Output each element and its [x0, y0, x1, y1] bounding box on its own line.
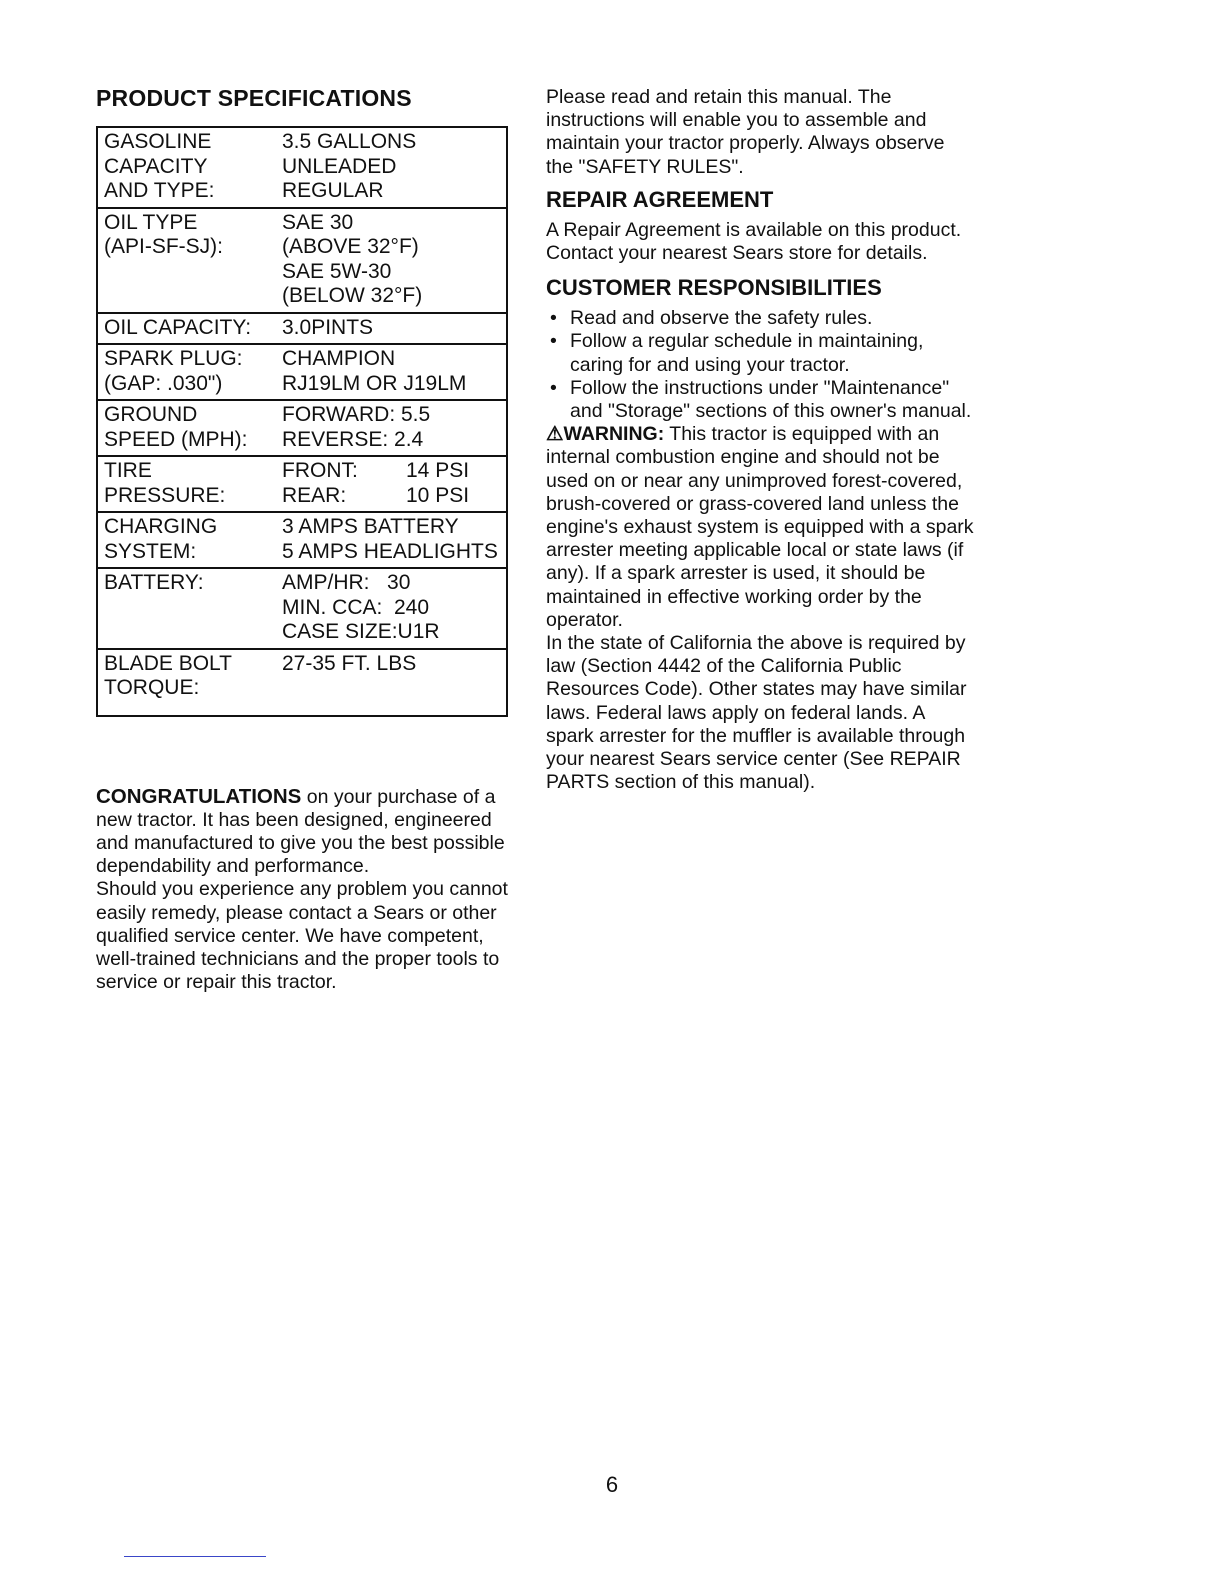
spec-label: GASOLINE CAPACITY AND TYPE: — [104, 130, 215, 202]
right-column — [546, 86, 976, 794]
warning-paragraph: ⚠WARNING: This tractor is equipped with an internal combustion engine and should not be used on or near any unimproved forest-covered, brush-covered or grass-covered land unless the engine's exhaust system is equipped with a spark arrester meeting applicable local or state laws (if any). If a spark arrester is used, it should be maintained in effective working order by the operator. — [546, 423, 974, 631]
list-item: • Follow a regular schedule in maintaining, caring for and using your tractor. — [546, 330, 976, 376]
spec-label: OIL TYPE (API-SF-SJ): — [104, 210, 223, 258]
spec-label: SPARK PLUG: (GAP: .030") — [104, 347, 243, 395]
spec-value: FRONT: 14 PSI REAR: 10 PSI — [282, 459, 470, 507]
spec-value: FORWARD: 5.5 REVERSE: 2.4 — [282, 403, 431, 451]
congratulations-paragraph: CONGRATULATIONS on your purchase of a new tractor. It has been designed, engineered and manufactured to give you the best possible dependability and performance. — [96, 784, 505, 878]
intro-paragraph: Please read and retain this manual. The instructions will enable you to assemble and maintain your tractor properly. Always observe the "SAFETY RULES". — [546, 86, 945, 178]
warning-icon: ⚠ — [546, 423, 564, 446]
left-column — [96, 84, 510, 994]
spec-value: CHAMPION RJ19LM OR J19LM — [282, 347, 467, 395]
spec-label: CHARGING SYSTEM: — [104, 515, 218, 563]
service-paragraph: Should you experience any problem you cannot easily remedy, please contact a Sears or other qualified service center. We have competent, well-trained technicians and the proper tools to service or repair this tractor. — [96, 878, 508, 994]
table-row — [97, 127, 507, 208]
spec-value: SAE 30 (ABOVE 32°F) SAE 5W-30 (BELOW 32°F) — [282, 210, 423, 307]
spec-label: OIL CAPACITY: — [104, 315, 252, 339]
table-row — [97, 512, 507, 568]
list-item: • Follow the instructions under "Maintenance" and "Storage" sections of this owner's manual. — [546, 377, 976, 423]
spec-label: BLADE BOLT TORQUE: — [104, 651, 232, 699]
responsibilities-list — [546, 307, 976, 423]
california-paragraph: In the state of California the above is required by law (Section 4442 of the California Public Resources Code). Other states may have similar laws. Federal laws apply on federal lands. A spark arrester for the muffler is available through your nearest Sears service center (See REPAIR PARTS section of this manual). — [546, 632, 967, 794]
table-row — [97, 456, 507, 512]
list-item: • Read and observe the safety rules. — [546, 307, 976, 330]
spec-value: 3.5 GALLONS UNLEADED REGULAR — [282, 130, 417, 202]
spec-label: BATTERY: — [104, 571, 204, 594]
spec-value: 3.0PINTS — [282, 315, 374, 339]
spec-title: PRODUCT SPECIFICATIONS — [96, 85, 412, 111]
spec-label: GROUND SPEED (MPH): — [104, 403, 248, 451]
repair-agreement-heading: REPAIR AGREEMENT — [546, 186, 774, 212]
warning-label: WARNING: — [563, 423, 665, 446]
table-row — [97, 208, 507, 313]
spec-value: 27-35 FT. LBS — [282, 651, 417, 675]
spec-label: TIRE PRESSURE: — [104, 459, 226, 507]
table-row — [97, 568, 507, 649]
spec-table — [96, 126, 508, 717]
spec-value: AMP/HR: 30 MIN. CCA: 240 CASE SIZE:U1R — [282, 571, 440, 643]
spec-value: 3 AMPS BATTERY 5 AMPS HEADLIGHTS — [282, 515, 498, 563]
table-row — [97, 344, 507, 400]
page-number: 6 — [605, 1472, 619, 1497]
table-row — [97, 400, 507, 456]
footer-divider — [124, 1556, 266, 1557]
table-row — [97, 313, 507, 345]
table-row — [97, 649, 507, 716]
customer-responsibilities-heading: CUSTOMER RESPONSIBILITIES — [546, 275, 882, 301]
repair-agreement-text: A Repair Agreement is available on this product. Contact your nearest Sears store for details. — [546, 218, 962, 265]
